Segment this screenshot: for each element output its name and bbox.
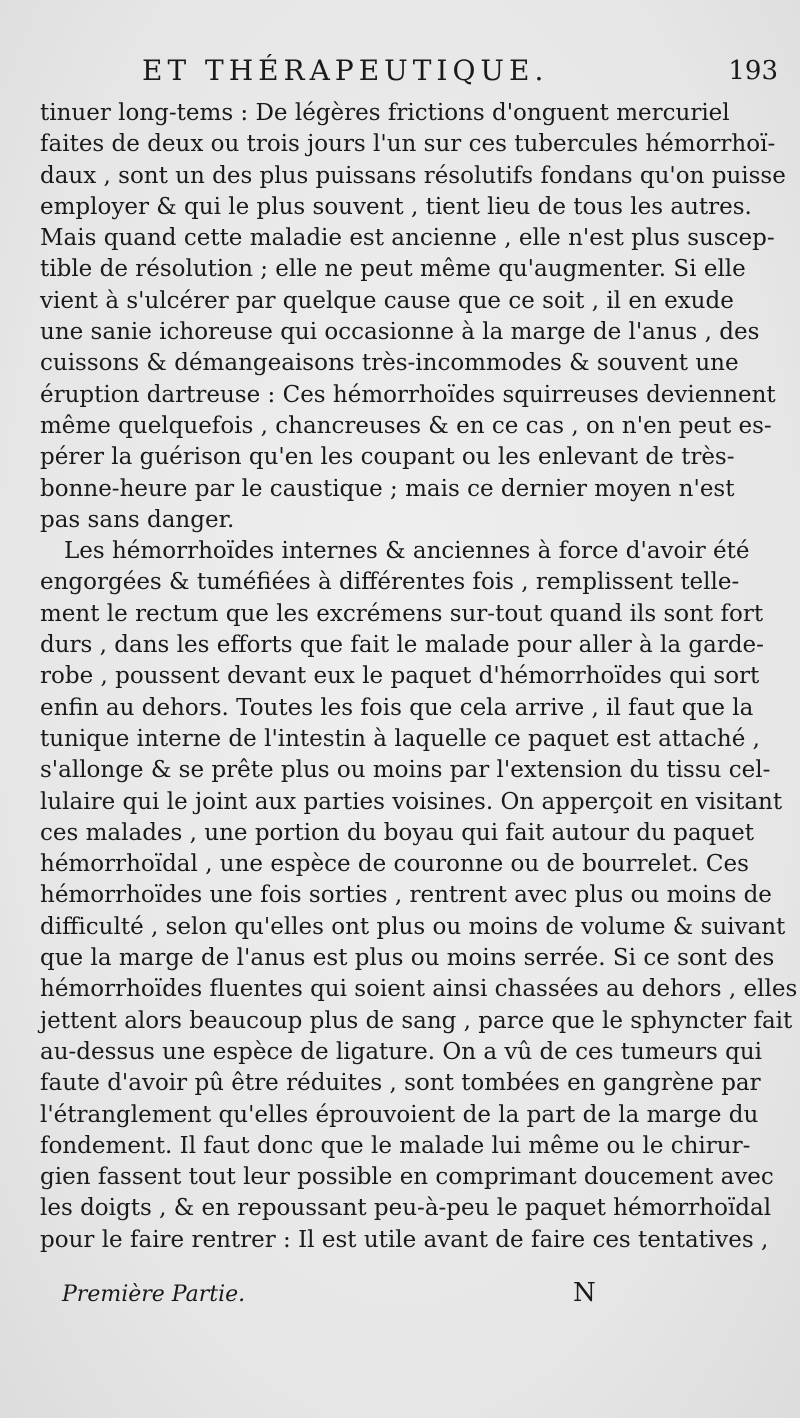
text-line: durs , dans les efforts que fait le malade pour aller à la garde- [40, 632, 764, 659]
text-line: jettent alors beaucoup plus de sang , parce que le sphyncter fait [40, 1007, 793, 1034]
text-line: que la marge de l'anus est plus ou moins serrée. Si ce sont des [40, 945, 775, 972]
text-line: Les hémorrhoïdes internes & anciennes à force d'avoir été [64, 538, 750, 565]
body-text [40, 98, 798, 1256]
text-line: engorgées & tuméfiées à différentes fois , remplissent telle- [40, 569, 740, 596]
text-line: tunique interne de l'intestin à laquelle ce paquet est attaché , [40, 725, 760, 752]
signature-mark: N [573, 1278, 596, 1308]
text-line: cuissons & démangeaisons très-incommodes & souvent une [40, 350, 739, 377]
text-line: hémorrhoïdes une fois sorties , rentrent avec plus ou moins de [40, 882, 772, 909]
signature-label: Première Partie. [62, 1282, 246, 1307]
text-line: éruption dartreuse : Ces hémorrhoïdes squirreuses deviennent [40, 381, 776, 408]
page-footer [0, 1278, 800, 1318]
paragraph-2 [40, 536, 798, 1256]
text-line: difficulté , selon qu'elles ont plus ou moins de volume & suivant [40, 913, 786, 940]
text-line: ment le rectum que les excrémens sur-tout quand ils sont fort [40, 600, 764, 627]
text-line: gien fassent tout leur possible en comprimant doucement avec [40, 1164, 774, 1191]
text-line: hémorrhoïdes fluentes qui soient ainsi chassées au dehors , elles [40, 976, 798, 1003]
text-line: une sanie ichoreuse qui occasionne à la marge de l'anus , des [40, 319, 760, 346]
running-title: ET THÉRAPEUTIQUE. [142, 54, 549, 87]
text-line: pérer la guérison qu'en les coupant ou les enlevant de très- [40, 444, 735, 471]
text-line: hémorrhoïdal , une espèce de couronne ou de bourrelet. Ces [40, 851, 749, 878]
text-line: les doigts , & en repoussant peu-à-peu le paquet hémorrhoïdal [40, 1195, 772, 1222]
text-line: ces malades , une portion du boyau qui fait autour du paquet [40, 819, 754, 846]
paragraph-1 [40, 98, 786, 536]
text-line: pas sans danger. [40, 506, 235, 533]
text-line: au-dessus une espèce de ligature. On a vû de ces tumeurs qui [40, 1038, 763, 1065]
text-line: lulaire qui le joint aux parties voisines. On apperçoit en visitant [40, 788, 783, 815]
text-line: tible de résolution ; elle ne peut même qu'augmenter. Si elle [40, 256, 746, 283]
text-line: même quelquefois , chancreuses & en ce cas , on n'en peut es- [40, 412, 772, 439]
text-line: employer & qui le plus souvent , tient lieu de tous les autres. [40, 193, 752, 220]
text-line: s'allonge & se prête plus ou moins par l'extension du tissu cel- [40, 757, 771, 784]
text-line: daux , sont un des plus puissans résolutifs fondans qu'on puisse [40, 162, 786, 189]
text-line: Mais quand cette maladie est ancienne , elle n'est plus suscep- [40, 225, 775, 252]
text-line: l'étranglement qu'elles éprouvoient de la part de la marge du [40, 1101, 759, 1128]
text-line: fondement. Il faut donc que le malade lui même ou le chirur- [40, 1132, 751, 1159]
text-line: faites de deux ou trois jours l'un sur ces tubercules hémorrhoï- [40, 131, 776, 158]
text-line: vient à s'ulcérer par quelque cause que ce soit , il en exude [40, 287, 734, 314]
page-number: 193 [728, 56, 778, 86]
text-line: tinuer long-tems : De légères frictions d'onguent mercuriel [40, 100, 730, 126]
text-line: robe , poussent devant eux le paquet d'hémorrhoïdes qui sort [40, 663, 760, 690]
text-line: enfin au dehors. Toutes les fois que cela arrive , il faut que la [40, 694, 754, 721]
page-header [0, 54, 800, 94]
text-line: faute d'avoir pû être réduites , sont tombées en gangrène par [40, 1070, 761, 1097]
text-line: bonne-heure par le caustique ; mais ce dernier moyen n'est [40, 475, 735, 502]
text-line: pour le faire rentrer : Il est utile avant de faire ces tentatives , [40, 1226, 769, 1253]
